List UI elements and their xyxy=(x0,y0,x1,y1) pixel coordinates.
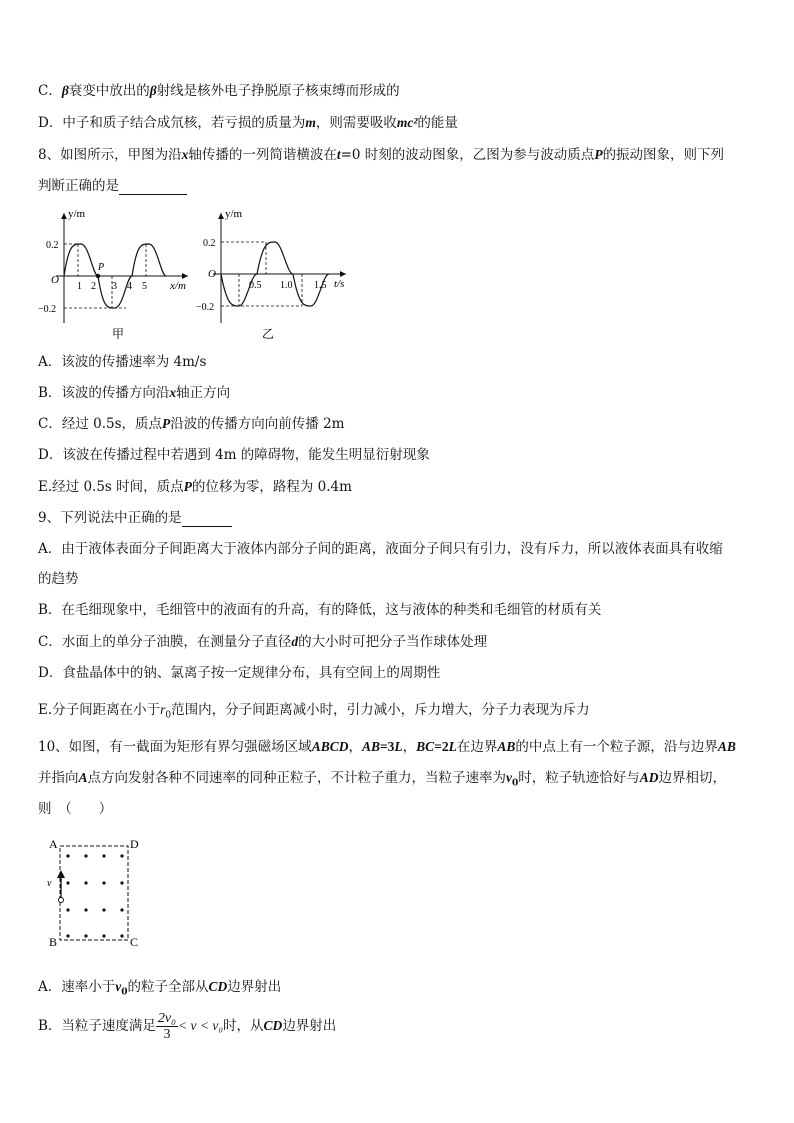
math-v: v xyxy=(115,979,122,994)
y-axis-label: y/m xyxy=(225,208,243,220)
math-p: P xyxy=(183,479,192,494)
field-dots xyxy=(66,854,123,937)
stem-text: 的中点上有一个粒子源，沿与边界 xyxy=(515,739,718,755)
math-subscript: 0 xyxy=(121,987,128,998)
y-tick-label: −0.2 xyxy=(196,302,215,313)
stem-text: ， xyxy=(348,739,362,755)
origin-label: O xyxy=(51,274,59,286)
figure-caption: 甲 xyxy=(112,327,125,341)
math-m: m xyxy=(305,115,316,130)
math-mc2: mc² xyxy=(396,115,418,130)
math-eq: =3 xyxy=(379,739,395,754)
q9-option-c[interactable] xyxy=(38,633,487,651)
math-x: x xyxy=(169,385,177,400)
field-boundary xyxy=(60,846,128,940)
q8-option-c[interactable] xyxy=(38,415,344,433)
option-text: 当粒子速度满足 xyxy=(61,1018,156,1034)
q8-stem-line1 xyxy=(38,146,724,164)
stem-text: 8、如图所示，甲图为沿 xyxy=(38,147,182,163)
x-tick-label: 1 xyxy=(77,281,82,292)
y-tick-label: −0.2 xyxy=(38,304,57,315)
stem-text: =0 时刻的波动图象，乙图为参与波动质点 xyxy=(340,147,595,163)
answer-blank[interactable] xyxy=(119,180,187,195)
magnetic-field-figure xyxy=(44,836,154,956)
math-ab: AB xyxy=(717,739,736,754)
math-v: v xyxy=(506,770,513,785)
math-ad: AD xyxy=(639,770,659,785)
math-ab: AB xyxy=(361,739,380,754)
math-r: r xyxy=(160,702,166,717)
option-label: E. xyxy=(38,479,53,495)
option-label: B． xyxy=(38,1018,62,1034)
q9-option-d[interactable] xyxy=(38,664,440,682)
x-tick-label: 5 xyxy=(142,281,147,292)
math-bc: BC xyxy=(416,739,435,754)
q10-stem-line1 xyxy=(38,738,736,756)
stem-text: 9、下列说法中正确的是 xyxy=(38,510,182,526)
q8-stem-line2 xyxy=(38,177,187,195)
option-text: 分子间距离在小于 xyxy=(52,702,161,718)
math-abcd: ABCD xyxy=(311,739,349,754)
option-label: C． xyxy=(38,634,62,650)
fraction-denominator: 3 xyxy=(163,1027,171,1042)
figure-caption: 乙 xyxy=(262,327,275,341)
option-label: D． xyxy=(38,447,63,463)
option-label: B． xyxy=(38,385,62,401)
option-text: 该波的传播速率为 4m/s xyxy=(61,354,207,370)
stem-text: 10、如图，有一截面为矩形有界匀强磁场区域 xyxy=(38,739,312,755)
option-text: 在毛细现象中，毛细管中的液面有的升高，有的降低，这与液体的种类和毛细管的材质有关 xyxy=(61,602,602,618)
q8-option-e[interactable] xyxy=(38,478,352,496)
q8-option-a[interactable] xyxy=(38,353,206,371)
option-text: 沿波的传播方向向前传播 2m xyxy=(170,416,345,432)
x-tick-label: 0.5 xyxy=(249,280,262,291)
option-text: 由于液体表面分子间距离大于液体内部分子间的距离，液面分子间只有引力，没有斥力，所以液体表面具有收缩 xyxy=(61,541,723,557)
option-label: D． xyxy=(38,115,63,131)
option-text: 中子和质子结合成氘核，若亏损的质量为 xyxy=(62,115,306,131)
corner-label-d: D xyxy=(130,837,139,851)
stem-text: 边界相切， xyxy=(658,770,727,786)
point-p-label: P xyxy=(98,262,105,273)
math-subscript: 0 xyxy=(512,778,519,789)
math-d: d xyxy=(291,634,299,649)
option-text: 食盐晶体中的钠、氯离子按一定规律分布，具有空间上的周期性 xyxy=(62,665,441,681)
math-a: A xyxy=(78,770,88,785)
option-label: A． xyxy=(38,979,62,995)
option-text: 轴正方向 xyxy=(176,385,231,401)
x-tick-label: 2 xyxy=(91,281,96,292)
math-x: x xyxy=(181,147,189,162)
option-text: 水面上的单分子油膜，在测量分子直径 xyxy=(61,634,292,650)
option-text: 的趋势 xyxy=(38,571,79,587)
option-label: D． xyxy=(38,665,63,681)
y-tick-label: 0.2 xyxy=(203,238,216,249)
fraction-numerator: 2v₀ xyxy=(157,1011,177,1026)
q10-stem-line3 xyxy=(38,800,112,818)
option-text: 衰变中放出的 xyxy=(68,83,150,99)
stem-text: 判断正确的是 xyxy=(38,178,119,194)
option-text: 边界射出 xyxy=(227,979,282,995)
option-text: 边界射出 xyxy=(282,1018,337,1034)
stem-text: 的振动图象，则下列 xyxy=(602,147,725,163)
x-axis-label: t/s xyxy=(334,278,345,290)
option-text: 的位移为零，路程为 0.4m xyxy=(191,479,352,495)
q9-stem xyxy=(38,509,232,527)
q9-option-a[interactable] xyxy=(38,540,723,558)
option-text: 射线是核外电子挣脱原子核束缚而形成的 xyxy=(156,83,400,99)
math-t: t xyxy=(336,147,341,162)
stem-text: 点方向发射各种不同速率的同种正粒子，不计粒子重力，当粒子速率为 xyxy=(87,770,507,786)
math-eq: =2 xyxy=(434,739,449,754)
q7-option-d xyxy=(38,114,458,132)
option-label: A． xyxy=(38,354,62,370)
q9-option-e[interactable] xyxy=(38,701,590,725)
option-label: C． xyxy=(38,416,62,432)
x-axis-label: x/m xyxy=(170,280,186,292)
point-p xyxy=(96,274,100,278)
option-text: 时，从 xyxy=(223,1018,264,1034)
y-axis-label: y/m xyxy=(68,208,86,220)
x-tick-label: 3 xyxy=(112,281,117,292)
q10-stem-line2 xyxy=(38,769,726,793)
option-text: 经过 0.5s 时间，质点 xyxy=(52,479,184,495)
beta-symbol: β xyxy=(149,83,157,98)
math-cd: CD xyxy=(263,1018,283,1033)
option-label: C． xyxy=(38,83,62,99)
fraction xyxy=(156,1011,178,1042)
math-subscript: 0 xyxy=(165,710,172,721)
answer-blank[interactable] xyxy=(182,512,232,527)
option-text: 该波的传播方向沿 xyxy=(61,385,170,401)
q9-option-b[interactable] xyxy=(38,601,601,619)
particle-source xyxy=(59,898,64,903)
corner-label-c: C xyxy=(130,935,139,949)
option-text: ，则需要吸收 xyxy=(315,115,397,131)
corner-label-a: A xyxy=(49,837,58,851)
option-text: 的能量 xyxy=(417,115,458,131)
origin-label: O xyxy=(208,268,216,280)
wave-graph-jia xyxy=(38,203,198,343)
stem-text: 轴传播的一列简谐横波在 xyxy=(188,147,337,163)
beta-symbol: β xyxy=(61,83,69,98)
math-l: L xyxy=(394,739,403,754)
math-l: L xyxy=(448,739,457,754)
math-ab: AB xyxy=(497,739,516,754)
stem-text: 在边界 xyxy=(456,739,498,755)
q8-option-d[interactable] xyxy=(38,446,430,464)
math-p: P xyxy=(162,416,171,431)
q8-option-b[interactable] xyxy=(38,384,230,402)
option-text: 该波在传播过程中若遇到 4m 的障碍物，能发生明显衍射现象 xyxy=(62,447,430,463)
stem-text: 并指向 xyxy=(38,770,79,786)
x-tick-label: 4 xyxy=(127,281,132,292)
option-text: 的大小时可把分子当作球体处理 xyxy=(298,634,488,650)
q10-option-a[interactable] xyxy=(38,978,281,1002)
x-tick-label: 1.5 xyxy=(314,280,327,291)
q9-option-a-cont xyxy=(38,570,79,588)
arrow-head-icon xyxy=(57,870,65,878)
x-tick-label: 1.0 xyxy=(280,280,293,291)
option-label: B． xyxy=(38,602,62,618)
q10-option-b[interactable] xyxy=(38,1008,336,1044)
stem-text: 时，粒子轨迹恰好与 xyxy=(518,770,640,786)
y-tick-label: 0.2 xyxy=(46,240,59,251)
math-p: P xyxy=(594,147,603,162)
inequality: < v < v₀ xyxy=(178,1018,224,1033)
stem-text: 则 （ ） xyxy=(38,801,113,817)
option-label: E. xyxy=(38,702,53,718)
math-cd: CD xyxy=(208,979,228,994)
option-text: 的粒子全部从 xyxy=(127,979,209,995)
corner-label-b: B xyxy=(49,935,58,949)
velocity-label: v xyxy=(47,878,52,889)
option-text: 经过 0.5s，质点 xyxy=(61,416,163,432)
option-label: A． xyxy=(38,541,62,557)
stem-text: ， xyxy=(402,739,417,755)
vibration-graph-yi xyxy=(196,203,356,343)
option-text: 速率小于 xyxy=(61,979,116,995)
q7-option-c xyxy=(38,82,400,100)
option-text: 范围内，分子间距离减小时，引力减小，斥力增大，分子力表现为斥力 xyxy=(171,702,590,718)
